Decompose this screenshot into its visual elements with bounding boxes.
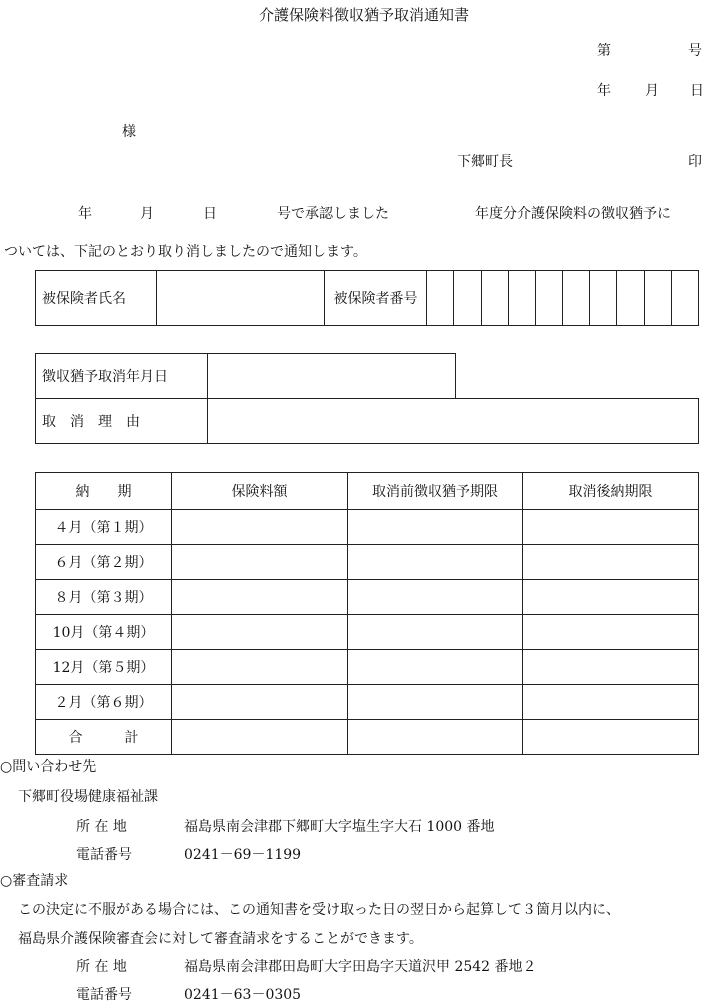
payment-total-label: 合 計 [36,720,172,755]
table-row [36,650,699,685]
addressee-suffix: 様 [122,124,136,140]
issuer-name: 下郷町長 [457,154,513,170]
contact-phone: 0241－69－1199 [184,847,302,863]
insured-number-cell[interactable] [617,271,644,326]
number-label-left: 第 [597,43,611,59]
payment-period: ２月（第６期） [36,685,172,720]
date-month-label: 月 [645,83,659,99]
after-limit-cell[interactable] [523,510,699,545]
insured-number-cell[interactable] [481,271,508,326]
contact-address: 福島県南会津郡下郷町大字塩生字大石 1000 番地 [184,819,495,835]
before-limit-cell[interactable] [348,580,523,615]
table-row [36,615,699,650]
after-limit-cell[interactable] [523,545,699,580]
contact-office: 下郷町役場健康福祉課 [18,789,158,805]
table-row [36,545,699,580]
payment-header-before-limit: 取消前徴収猶予期限 [348,473,523,510]
before-limit-cell[interactable] [348,545,523,580]
insured-number-cell[interactable] [454,271,481,326]
cancel-reason-field[interactable] [208,399,699,444]
payment-amount-cell[interactable] [172,650,348,685]
insured-number-cell[interactable] [508,271,535,326]
insured-number-cell[interactable] [644,271,671,326]
contact-address-label: 所 在 地 [76,819,127,835]
payment-header-amount: 保険料額 [172,473,348,510]
after-limit-cell[interactable] [523,685,699,720]
number-label-right: 号 [688,43,702,59]
payment-amount-cell[interactable] [172,720,348,755]
appeal-address: 福島県南会津郡田島町大字田島字天道沢甲 2542 番地２ [184,959,537,975]
before-limit-cell[interactable] [348,650,523,685]
date-day-label: 日 [690,83,704,99]
before-limit-cell[interactable] [348,720,523,755]
payment-period: 12月（第５期） [36,650,172,685]
insured-number-cell[interactable] [671,271,698,326]
insured-name-label: 被保険者氏名 [36,271,157,326]
table-row-total [36,720,699,755]
before-limit-cell[interactable] [348,685,523,720]
after-limit-cell[interactable] [523,650,699,685]
insured-number-cell[interactable] [427,271,454,326]
appeal-heading: ○審査請求 [0,873,69,889]
body-fiscal-text: 年度分介護保険料の徴収猶予に [475,206,671,222]
insured-number-cell[interactable] [535,271,562,326]
body-month: 月 [140,206,154,222]
payment-amount-cell[interactable] [172,615,348,650]
contact-phone-label: 電話番号 [76,847,132,863]
appeal-text-line-2: 福島県介護保険審査会に対して審査請求をすることができます。 [18,931,423,947]
cancel-date-table [35,353,456,399]
after-limit-cell[interactable] [523,720,699,755]
insured-name-field[interactable] [156,271,324,326]
appeal-address-label: 所 在 地 [76,959,127,975]
table-row [36,510,699,545]
cancel-date-field[interactable] [208,354,456,399]
after-limit-cell[interactable] [523,615,699,650]
insured-number-cell[interactable] [563,271,590,326]
payment-amount-cell[interactable] [172,545,348,580]
cancel-reason-label: 取 消 理 由 [36,399,208,444]
appeal-phone: 0241－63－0305 [184,987,302,1003]
payment-period: ４月（第１期） [36,510,172,545]
payment-amount-cell[interactable] [172,510,348,545]
body-day: 日 [203,206,217,222]
payment-period: ６月（第２期） [36,545,172,580]
payment-amount-cell[interactable] [172,685,348,720]
table-row [36,685,699,720]
appeal-text-line-1: この決定に不服がある場合には、この通知書を受け取った日の翌日から起算して３箇月以内に、 [18,902,620,918]
seal-mark: 印 [688,154,702,170]
insured-number-cell[interactable] [590,271,617,326]
before-limit-cell[interactable] [348,615,523,650]
cancel-date-label: 徴収猶予取消年月日 [36,354,208,399]
payment-header-period: 納 期 [36,473,172,510]
appeal-phone-label: 電話番号 [76,987,132,1003]
payment-period: ８月（第３期） [36,580,172,615]
table-row [36,580,699,615]
insured-number-label: 被保険者番号 [324,271,427,326]
contact-heading: ○問い合わせ先 [0,759,97,775]
date-year-label: 年 [597,83,611,99]
after-limit-cell[interactable] [523,580,699,615]
payment-header-after-limit: 取消後納期限 [523,473,699,510]
payment-period: 10月（第４期） [36,615,172,650]
body-approved-text: 号で承認しました [277,206,389,222]
document-title: 介護保険料徴収猶予取消通知書 [259,6,470,24]
cancel-reason-table [35,398,699,444]
before-limit-cell[interactable] [348,510,523,545]
payment-amount-cell[interactable] [172,580,348,615]
insured-table [35,270,699,326]
payment-table [35,472,699,755]
body-line-2: ついては、下記のとおり取り消しましたので通知します。 [4,244,367,260]
body-year: 年 [78,206,92,222]
